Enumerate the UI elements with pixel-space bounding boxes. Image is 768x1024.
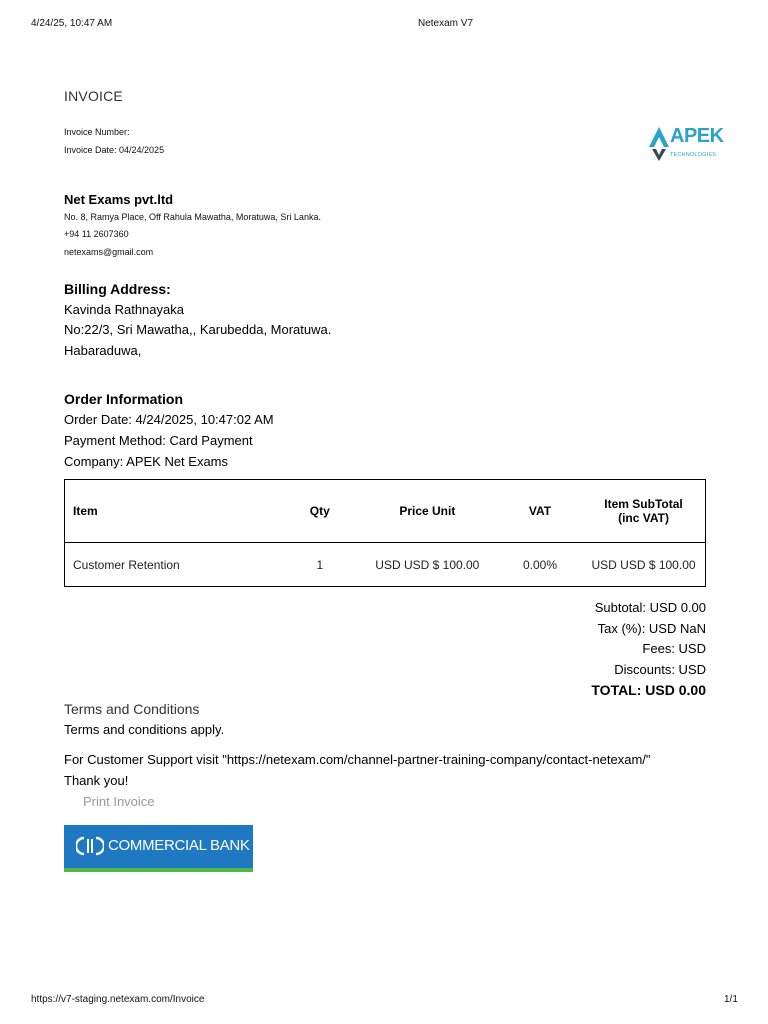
cell-subtotal: USD USD $ 100.00 — [591, 557, 696, 572]
cell-price: USD USD $ 100.00 — [375, 557, 480, 572]
items-table — [64, 479, 706, 587]
billing-heading: Billing Address: — [64, 281, 171, 297]
table-row — [65, 543, 706, 587]
table-header-row — [65, 480, 706, 543]
company-name: Net Exams pvt.ltd — [64, 192, 174, 207]
thanks-text: Thank you! — [64, 773, 129, 788]
invoice-title: INVOICE — [64, 88, 123, 104]
header-price: Price Unit — [357, 480, 498, 543]
cell-qty: 1 — [316, 557, 324, 572]
print-datetime: 4/24/25, 10:47 AM — [31, 18, 113, 29]
commercial-bank-logo — [64, 825, 253, 872]
company-email: netexams@gmail.com — [64, 247, 154, 257]
support-text: For Customer Support visit "https://netexam.com/channel-partner-training-company/contact-netexam/" — [64, 752, 651, 767]
logo-name: APEK — [670, 125, 724, 147]
print-page-number: 1/1 — [724, 994, 738, 1005]
invoice-date: Invoice Date: 04/24/2025 — [64, 145, 165, 155]
header-qty: Qty — [283, 480, 357, 543]
logo-sub: TECHNOLOGIES — [670, 152, 717, 158]
header-vat: VAT — [498, 480, 582, 543]
billing-line2: Habaraduwa, — [64, 343, 142, 358]
cell-item: Customer Retention — [73, 557, 180, 572]
print-invoice-button[interactable]: Print Invoice — [83, 794, 155, 809]
cell-vat: 0.00% — [522, 557, 557, 572]
totals-fees: Fees: USD — [642, 641, 706, 656]
totals-discounts: Discounts: USD — [614, 661, 706, 677]
print-url: https://v7-staging.netexam.com/Invoice — [31, 994, 205, 1005]
billing-name: Kavinda Rathnayaka — [64, 302, 184, 317]
header-subtotal — [582, 480, 705, 543]
bank-emblem-icon — [76, 836, 104, 856]
apek-logo — [648, 125, 728, 165]
terms-text: Terms and conditions apply. — [64, 722, 225, 737]
company-address: No. 8, Ramya Place, Off Rahula Mawatha, Moratuwa, Sri Lanka. — [64, 212, 321, 222]
header-subtotal-line2: (inc VAT) — [618, 511, 669, 525]
order-heading: Order Information — [64, 391, 184, 407]
header-item: Item — [65, 480, 283, 543]
totals-total: TOTAL: USD 0.00 — [591, 682, 706, 698]
totals-tax: Tax (%): USD NaN — [597, 620, 706, 636]
order-payment: Payment Method: Card Payment — [64, 433, 253, 448]
order-company: Company: APEK Net Exams — [64, 454, 229, 469]
apek-logo-icon — [648, 125, 670, 163]
order-date: Order Date: 4/24/2025, 10:47:02 AM — [64, 412, 274, 427]
print-page-title: Netexam V7 — [418, 18, 474, 29]
totals-subtotal: Subtotal: USD 0.00 — [594, 600, 706, 615]
header-subtotal-line1: Item SubTotal — [604, 497, 683, 511]
company-phone: +94 11 2607360 — [64, 229, 129, 239]
billing-line1: No:22/3, Sri Mawatha,, Karubedda, Moratuwa. — [64, 322, 332, 337]
terms-heading: Terms and Conditions — [64, 701, 200, 717]
bank-name: COMMERCIAL BANK — [108, 837, 250, 854]
invoice-number: Invoice Number: — [64, 127, 130, 137]
totals-block — [591, 598, 706, 701]
